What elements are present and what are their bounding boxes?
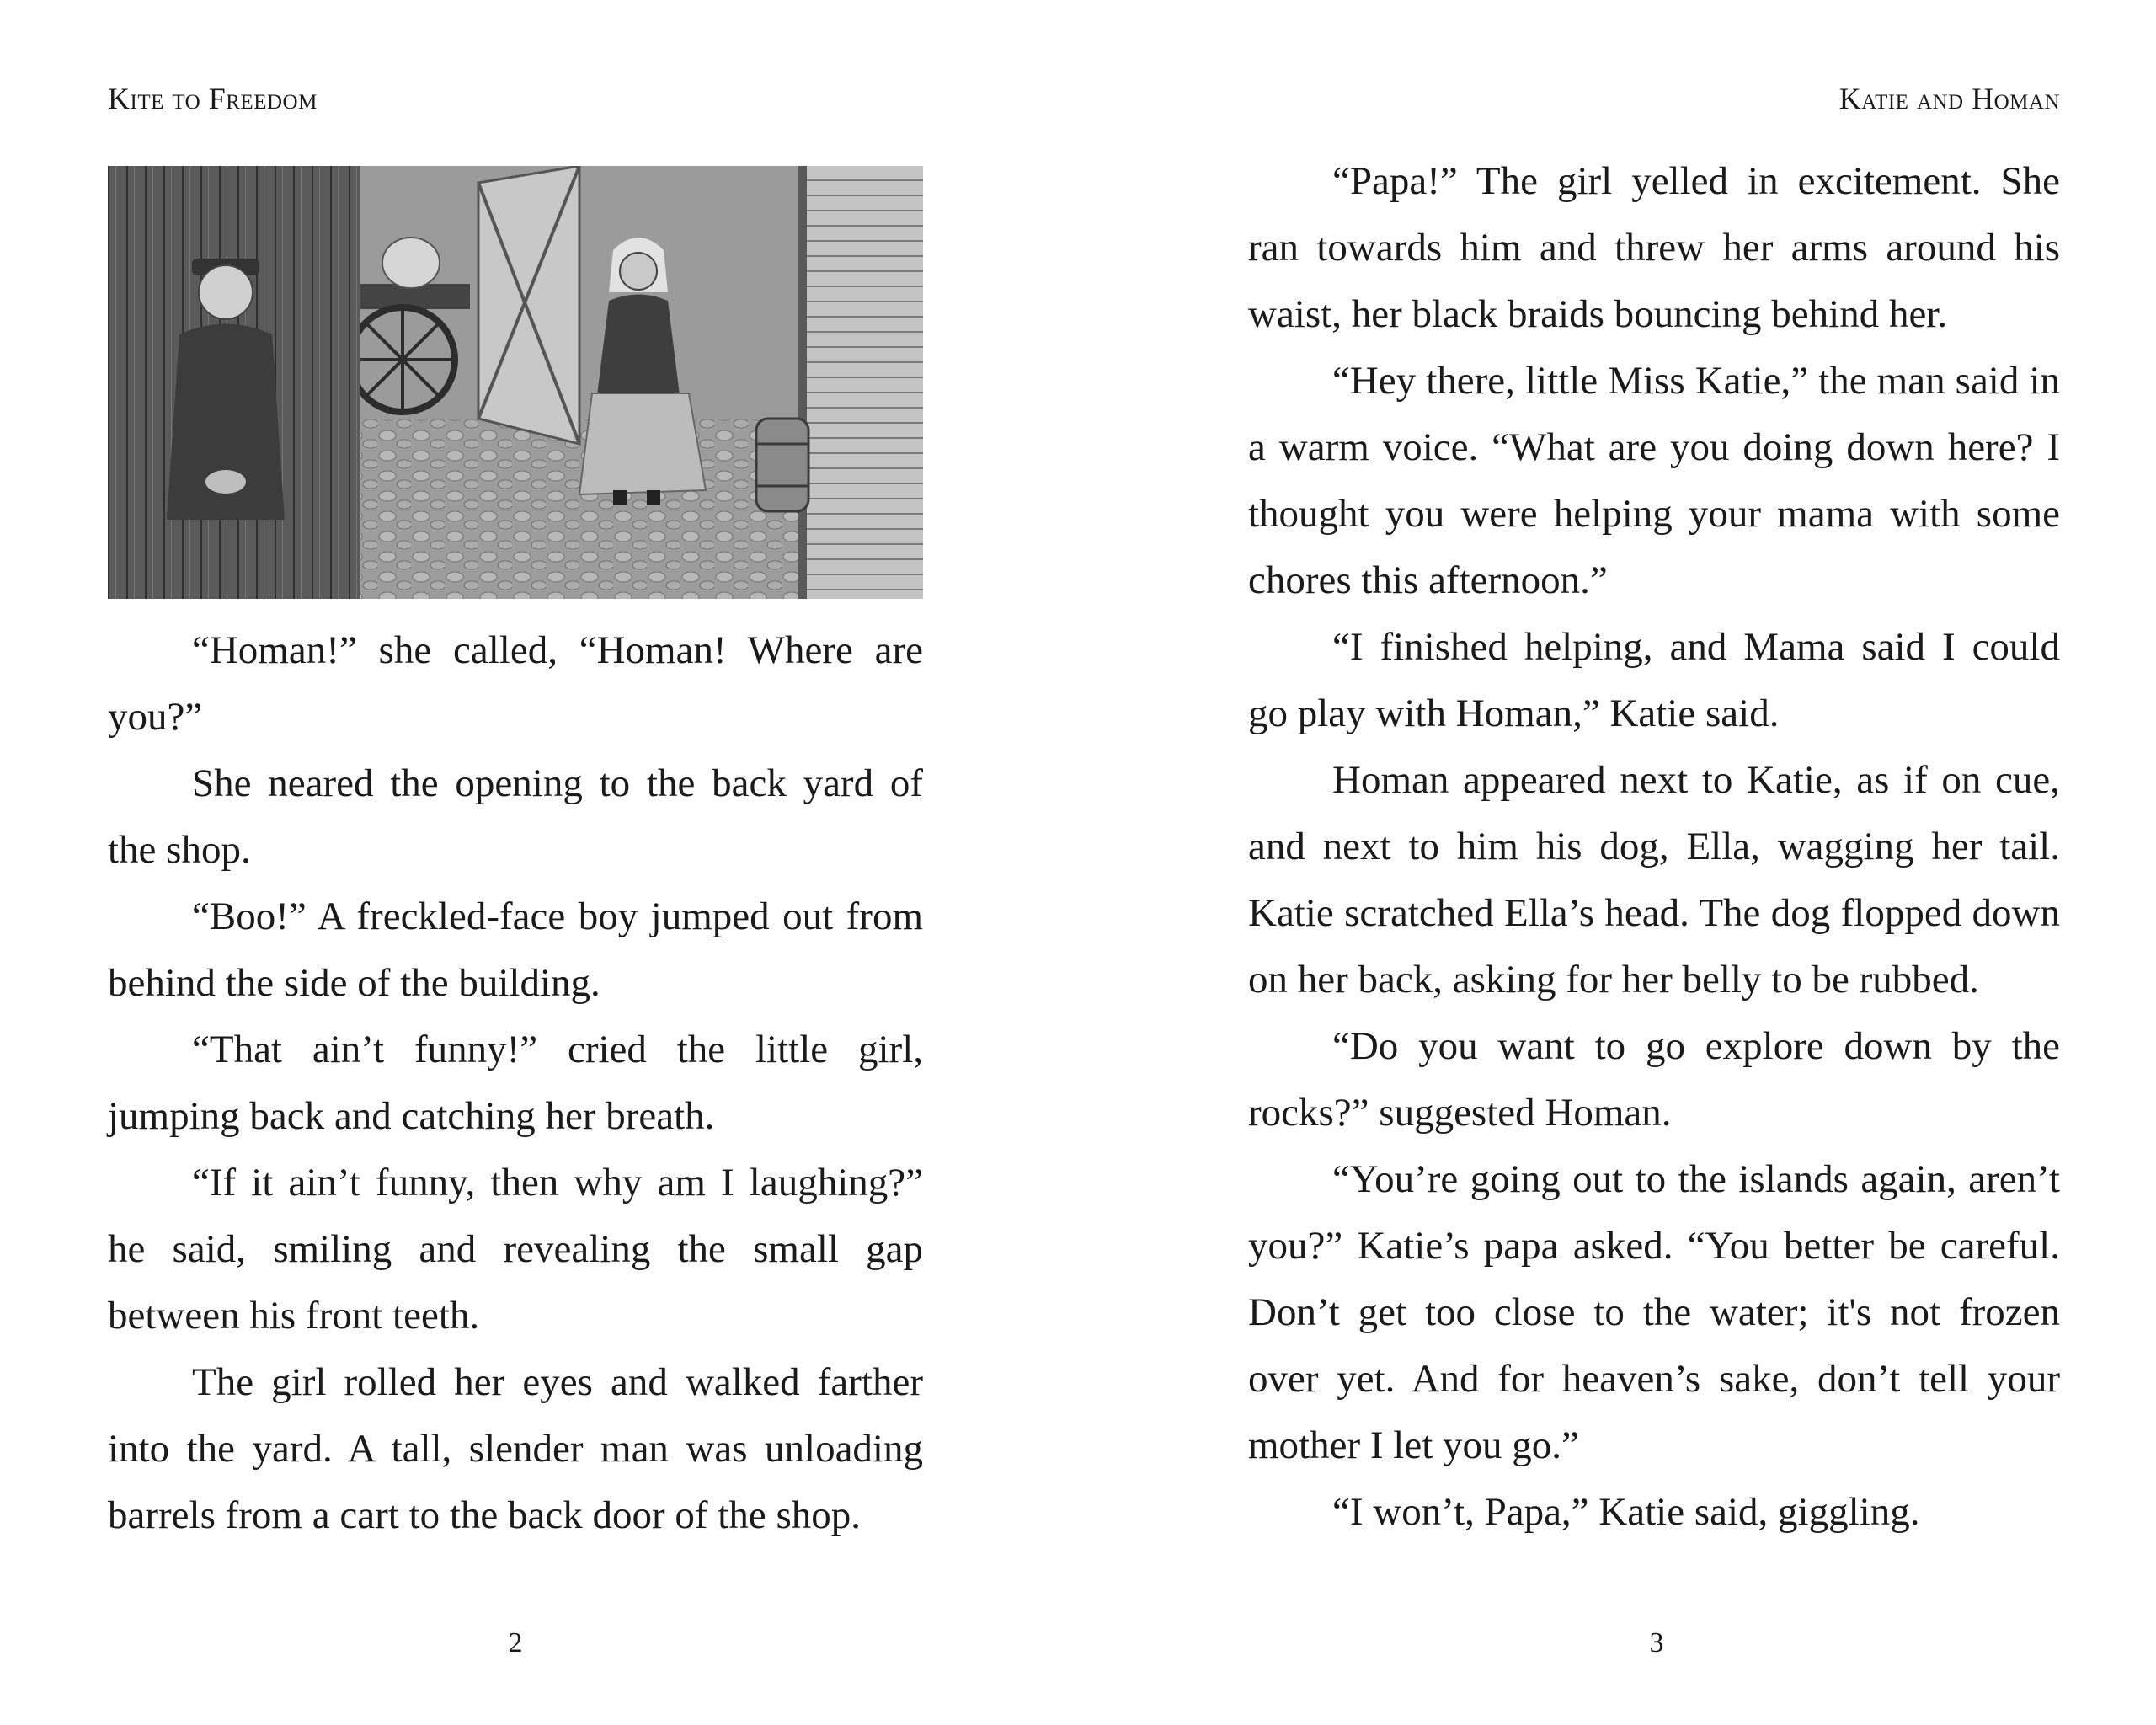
paragraph: “Do you want to go explore down by the rocks?” suggested Homan. xyxy=(1248,1024,2060,1135)
paragraph: “I finished helping, and Mama said I could go play with Homan,” Katie said. xyxy=(1248,625,2060,735)
paragraph: “Homan!” she called, “Homan! Where are you?” xyxy=(108,628,923,739)
right-page-text xyxy=(1248,148,2060,1546)
running-head-left: Kite to Freedom xyxy=(108,82,318,115)
running-head-right: Katie and Homan xyxy=(1838,82,2060,115)
paragraph: “That ain’t funny!” cried the little girl, jumping back and catching her breath. xyxy=(108,1028,923,1138)
right-page xyxy=(1078,0,2156,1725)
paragraph: “You’re going out to the islands again, aren’t you?” Katie’s papa asked. “You better be careful. Don’t get too close to the water; it's not frozen over yet. And for heaven’s sake, don’t tell your mother I let you go.” xyxy=(1248,1157,2060,1467)
paragraph: The girl rolled her eyes and walked farther into the yard. A tall, slender man was unloading barrels from a cart to the back door of the shop. xyxy=(108,1360,923,1537)
story-illustration xyxy=(108,166,923,599)
paragraph: She neared the opening to the back yard of the shop. xyxy=(108,761,923,872)
page-number-right: 3 xyxy=(1649,1627,1664,1658)
paragraph: Homan appeared next to Katie, as if on cue, and next to him his dog, Ella, wagging her tail. Katie scratched Ella’s head. The dog flopped down on her back, asking for her belly to be rubbed. xyxy=(1248,758,2060,1001)
paragraph: “Boo!” A freckled-face boy jumped out from behind the side of the building. xyxy=(108,895,923,1005)
paragraph: “If it ain’t funny, then why am I laughing?” he said, smiling and revealing the small gap between his front teeth. xyxy=(108,1161,923,1338)
paragraph: “Hey there, little Miss Katie,” the man said in a warm voice. “What are you doing down here? I thought you were helping your mama with some chores this afternoon.” xyxy=(1248,359,2060,602)
left-page-text xyxy=(108,617,923,1549)
paragraph: “I won’t, Papa,” Katie said, giggling. xyxy=(1332,1490,1920,1534)
paragraph: “Papa!” The girl yelled in excitement. She ran towards him and threw her arms around his waist, her black braids bouncing behind her. xyxy=(1248,159,2060,336)
page-number-left: 2 xyxy=(508,1627,523,1658)
